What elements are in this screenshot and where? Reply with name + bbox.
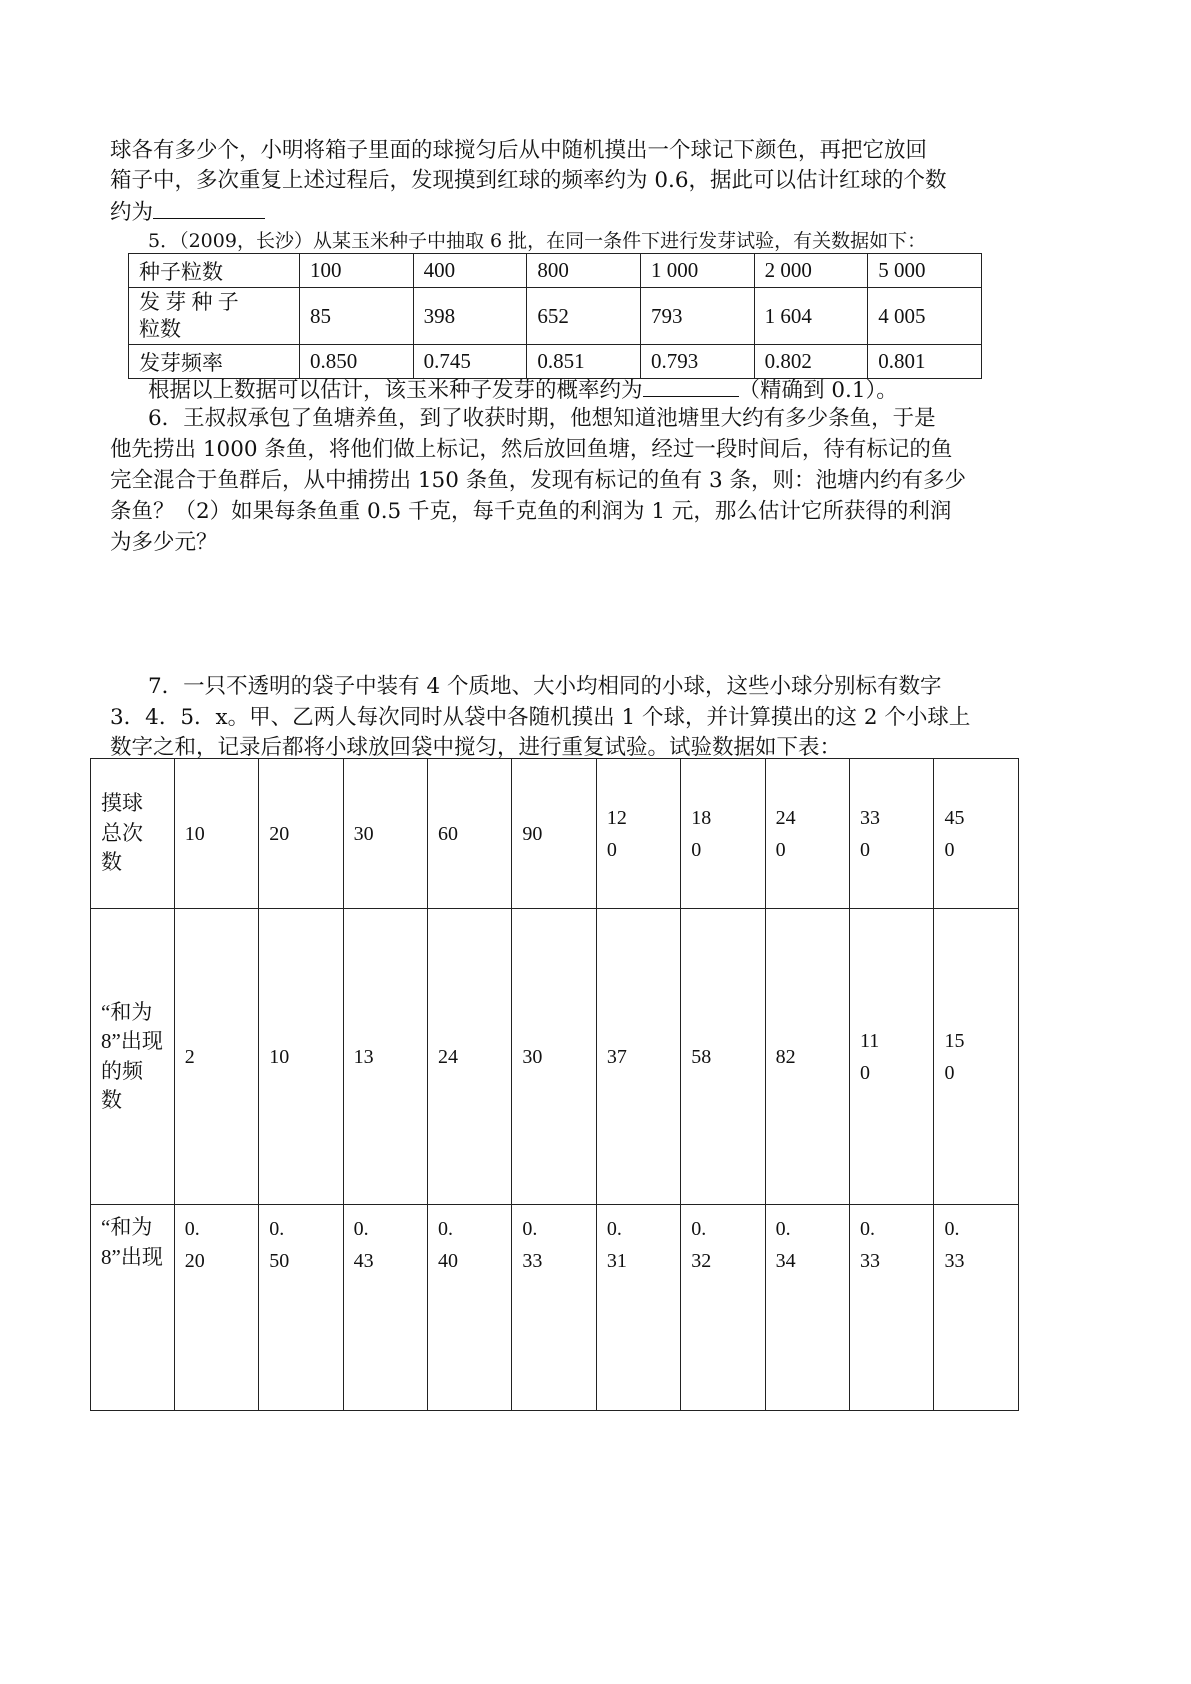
row-label-sum8-rate: “和为8”出现	[91, 1205, 175, 1411]
table-cell: 0.33	[934, 1205, 1019, 1411]
intro-line-3-text: 约为	[110, 200, 154, 225]
table-cell: 13	[343, 909, 427, 1205]
q5-answer-prompt: 根据以上数据可以估计，该玉米种子发芽的概率约为	[148, 378, 643, 403]
q6-line-3: 完全混合于鱼群后，从中捕捞出 150 条鱼，发现有标记的鱼有 3 条，则：池塘内约有多少	[110, 468, 967, 493]
table-cell: 85	[300, 288, 414, 345]
table-cell: 0.34	[765, 1205, 849, 1411]
q7-experiment-table	[90, 758, 1019, 1411]
table-cell: 0.802	[754, 345, 868, 379]
table-cell: 400	[413, 254, 527, 288]
answer-blank	[643, 374, 739, 397]
table-row	[91, 759, 1019, 909]
table-cell: 652	[527, 288, 641, 345]
table-row	[129, 288, 982, 345]
table-cell: 800	[527, 254, 641, 288]
row-label-sum8-frequency: “和为8”出现的频数	[91, 909, 175, 1205]
q5-answer-precision: （精确到 0.1）。	[738, 378, 898, 403]
intro-line-3	[110, 196, 265, 228]
q7-line-1: 7．一只不透明的袋子中装有 4 个质地、大小均相同的小球，这些小球分别标有数字	[148, 674, 942, 699]
intro-line-2: 箱子中，多次重复上述过程后，发现摸到红球的频率约为 0.6，据此可以估计红球的个数	[110, 168, 947, 193]
table-cell: 0.850	[300, 345, 414, 379]
table-row	[91, 909, 1019, 1205]
table-row	[91, 1205, 1019, 1411]
table-row	[129, 254, 982, 288]
intro-line-1: 球各有多少个，小明将箱子里面的球搅匀后从中随机摸出一个球记下颜色，再把它放回	[110, 138, 928, 163]
table-cell: 24	[428, 909, 512, 1205]
table-cell: 10	[174, 759, 258, 909]
row-label-line-2: 粒数	[139, 317, 181, 341]
table-cell: 0.32	[681, 1205, 765, 1411]
table-cell: 150	[934, 909, 1019, 1205]
table-cell: 20	[259, 759, 343, 909]
row-label-total-draws: 摸球总次数	[91, 759, 175, 909]
table-cell: 58	[681, 909, 765, 1205]
row-label-germinated-count	[129, 288, 300, 345]
table-cell: 82	[765, 909, 849, 1205]
table-cell: 0.31	[596, 1205, 680, 1411]
table-cell: 4 005	[868, 288, 982, 345]
q5-germination-table	[128, 253, 982, 379]
table-cell: 398	[413, 288, 527, 345]
q6-line-2: 他先捞出 1000 条鱼，将他们做上标记，然后放回鱼塘，经过一段时间后，待有标记的鱼	[110, 437, 953, 462]
q5-answer-line	[148, 374, 898, 406]
table-cell: 1 000	[640, 254, 754, 288]
q7-line-3: 数字之和，记录后都将小球放回袋中搅匀，进行重复试验。试验数据如下表：	[110, 735, 842, 760]
q6-line-4: 条鱼？（2）如果每条鱼重 0.5 千克，每千克鱼的利润为 1 元，那么估计它所获得的利润	[110, 499, 952, 524]
table-cell: 2 000	[754, 254, 868, 288]
table-cell: 0.43	[343, 1205, 427, 1411]
table-cell: 0.50	[259, 1205, 343, 1411]
row-label-germination-rate: 发芽频率	[129, 345, 300, 379]
table-cell: 60	[428, 759, 512, 909]
table-cell: 0.745	[413, 345, 527, 379]
table-cell: 0.851	[527, 345, 641, 379]
table-cell: 37	[596, 909, 680, 1205]
row-label-seed-count: 种子粒数	[129, 254, 300, 288]
table-cell: 30	[512, 909, 596, 1205]
table-cell: 0.40	[428, 1205, 512, 1411]
answer-blank	[153, 196, 265, 219]
q5-stem: 5．（2009，长沙）从某玉米种子中抽取 6 批，在同一条件下进行发芽试验，有关数据如下：	[148, 230, 927, 252]
table-cell: 30	[343, 759, 427, 909]
row-label-line-1: 发 芽 种 子	[139, 290, 239, 314]
table-cell: 0.20	[174, 1205, 258, 1411]
table-cell: 0.33	[512, 1205, 596, 1411]
table-cell: 10	[259, 909, 343, 1205]
table-cell: 793	[640, 288, 754, 345]
table-cell: 180	[681, 759, 765, 909]
q7-line-2: 3．4．5．x。甲、乙两人每次同时从袋中各随机摸出 1 个球，并计算摸出的这 2 个小球上	[110, 705, 971, 730]
table-cell: 0.33	[850, 1205, 934, 1411]
table-cell: 0.793	[640, 345, 754, 379]
table-cell: 110	[850, 909, 934, 1205]
table-cell: 0.801	[868, 345, 982, 379]
table-cell: 120	[596, 759, 680, 909]
q6-line-1: 6．王叔叔承包了鱼塘养鱼，到了收获时期，他想知道池塘里大约有多少条鱼，于是	[148, 406, 936, 431]
table-cell: 450	[934, 759, 1019, 909]
table-cell: 5 000	[868, 254, 982, 288]
table-cell: 1 604	[754, 288, 868, 345]
table-cell: 330	[850, 759, 934, 909]
table-cell: 100	[300, 254, 414, 288]
table-cell: 240	[765, 759, 849, 909]
table-cell: 90	[512, 759, 596, 909]
table-cell: 2	[174, 909, 258, 1205]
q6-line-5: 为多少元？	[110, 530, 218, 555]
